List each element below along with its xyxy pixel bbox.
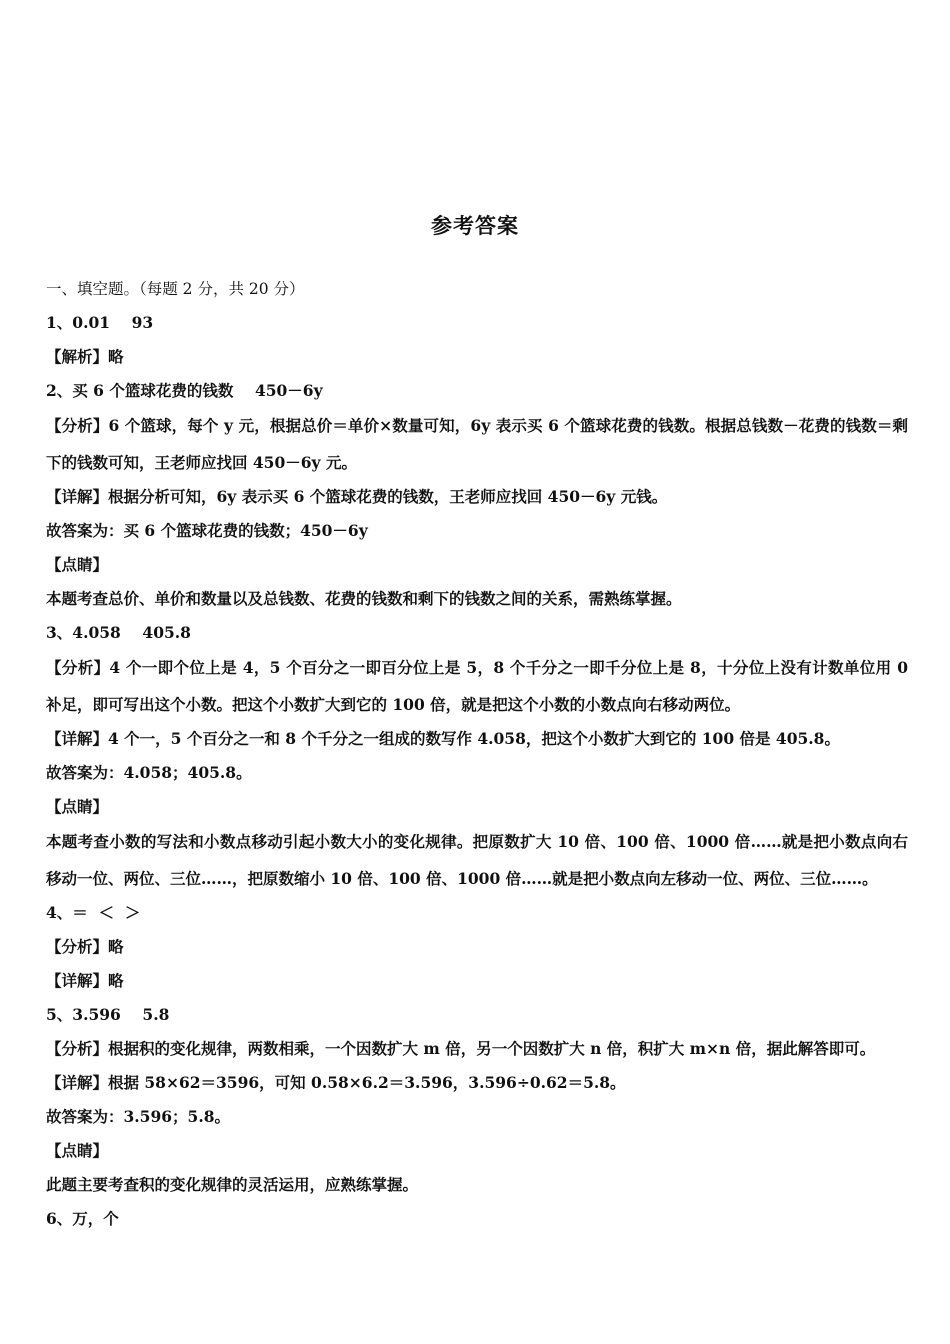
q5-dianjing-label: 【点睛】 <box>46 1141 109 1160</box>
q2-fenxi: 【分析】6 个篮球，每个 y 元，根据总价＝单价×数量可知，6y 表示买 6 个篮球花费的钱数。根据总钱数－花费的钱数＝剩下的钱数可知，王老师应找回 450－6y 元。 <box>46 416 908 472</box>
q3-dianjing: 本题考查小数的写法和小数点移动引起小数大小的变化规律。把原数扩大 10 倍、100 倍、1000 倍……就是把小数点向右移动一位、两位、三位……，把原数缩小 10 倍、100 倍、1000 倍……就是把小数点向左移动一位、两位、三位……。 <box>46 832 908 888</box>
q2-xiangjie: 【详解】根据分析可知，6y 表示买 6 个篮球花费的钱数，王老师应找回 450－6y 元钱。 <box>46 487 668 506</box>
answer-content <box>46 272 908 1236</box>
q3-dianjing-label: 【点睛】 <box>46 797 109 816</box>
q4-answer: 4、＝ ＜ ＞ <box>46 903 141 922</box>
q3-fenxi: 【分析】4 个一即个位上是 4，5 个百分之一即百分位上是 5，8 个千分之一即千分位上是 8，十分位上没有计数单位用 0 补足，即可写出这个小数。把这个小数扩大到它的 100 倍，就是把这个小数的小数点向右移动两位。 <box>46 658 908 714</box>
q5-final-answer: 故答案为：3.596；5.8。 <box>46 1107 231 1126</box>
q4-fenxi: 【分析】略 <box>46 937 124 956</box>
q2-answer: 2、买 6 个篮球花费的钱数 450－6y <box>46 381 323 400</box>
q2-dianjing: 本题考查总价、单价和数量以及总钱数、花费的钱数和剩下的钱数之间的关系，需熟练掌握。 <box>46 589 682 608</box>
section-heading: 一、填空题。（每题 2 分，共 20 分） <box>46 280 305 298</box>
q5-answer: 5、3.596 5.8 <box>46 1005 170 1024</box>
q3-answer: 3、4.058 405.8 <box>46 623 191 642</box>
q4-xiangjie: 【详解】略 <box>46 971 124 990</box>
q2-final-answer: 故答案为：买 6 个篮球花费的钱数；450－6y <box>46 521 368 540</box>
q5-dianjing: 此题主要考查积的变化规律的灵活运用，应熟练掌握。 <box>46 1175 419 1194</box>
q3-final-answer: 故答案为：4.058；405.8。 <box>46 763 252 782</box>
q1-answer: 1、0.01 93 <box>46 313 154 332</box>
q5-fenxi: 【分析】根据积的变化规律，两数相乘，一个因数扩大 m 倍，另一个因数扩大 n 倍，积扩大 m×n 倍，据此解答即可。 <box>46 1039 876 1058</box>
q2-dianjing-label: 【点睛】 <box>46 555 109 574</box>
q1-jiexi: 【解析】略 <box>46 347 124 366</box>
page-title: 参考答案 <box>431 213 519 238</box>
q5-xiangjie: 【详解】根据 58×62＝3596，可知 0.58×6.2＝3.596，3.596÷0.62＝5.8。 <box>46 1073 626 1092</box>
q3-xiangjie: 【详解】4 个一，5 个百分之一和 8 个千分之一组成的数写作 4.058，把这个小数扩大到它的 100 倍是 405.8。 <box>46 729 840 748</box>
q6-answer: 6、万，个 <box>46 1209 119 1228</box>
